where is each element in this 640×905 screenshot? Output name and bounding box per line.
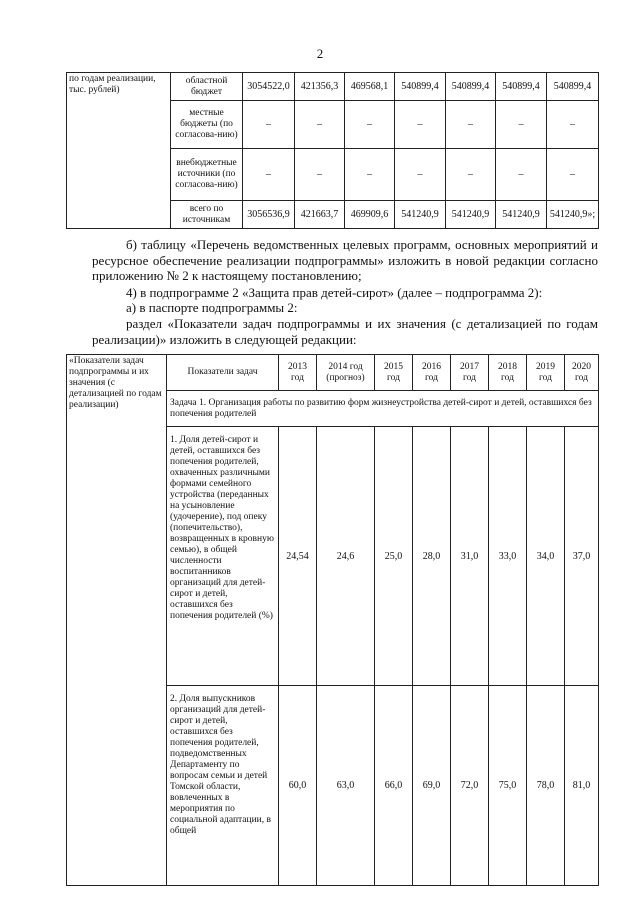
indicator-value: 34,0 bbox=[527, 427, 565, 686]
indicator-value: 25,0 bbox=[375, 427, 413, 686]
year-header: 2020 год bbox=[565, 355, 599, 391]
indicator-value: 31,0 bbox=[451, 427, 489, 686]
indicator-value: 33,0 bbox=[489, 427, 527, 686]
task-1-title: Задача 1. Организация работы по развитию форм жизнеустройства детей-сирот и детей, оставшихся без попечения родителей bbox=[167, 391, 599, 427]
page-number: 2 bbox=[316, 46, 324, 61]
indicator-value: 66,0 bbox=[375, 686, 413, 886]
budget-cell: 540899,4 bbox=[395, 73, 446, 101]
paragraph-b bbox=[92, 237, 598, 284]
budget-cell: 421356,3 bbox=[295, 73, 345, 101]
year-header: 2017 год bbox=[451, 355, 489, 391]
indicator-value: 75,0 bbox=[489, 686, 527, 886]
item-a-text: а) в паспорте подпрограммы 2: bbox=[126, 300, 298, 315]
budget-cell: – bbox=[496, 149, 547, 201]
year-header: 2018 год bbox=[489, 355, 527, 391]
item-4-text: 4) в подпрограмме 2 «Защита прав детей-сирот» (далее – подпрограмма 2): bbox=[126, 285, 543, 300]
budget-cell: – bbox=[496, 101, 547, 149]
budget-cell: 540899,4 bbox=[496, 73, 547, 101]
indicator-value: 37,0 bbox=[565, 427, 599, 686]
budget-cell: – bbox=[243, 101, 295, 149]
budget-cell: – bbox=[295, 101, 345, 149]
budget-cell: 3054522,0 bbox=[243, 73, 295, 101]
indicator-value: 72,0 bbox=[451, 686, 489, 886]
indicator-value: 69,0 bbox=[413, 686, 451, 886]
indicator-name: 1. Доля детей-сирот и детей, оставшихся без попечения родителей, охваченных различными формами семейного устройства (переданных на усыновление (удочерение), под опеку (попечительство), возвращенных в кровную семью), в общей численности воспитанников организаций для детей-сирот и детей, оставшихся без попечения родителей (%) bbox=[167, 427, 279, 686]
indicator-value: 63,0 bbox=[317, 686, 375, 886]
budget-cell: – bbox=[243, 149, 295, 201]
funding-source: областной бюджет bbox=[171, 73, 243, 101]
budget-cell: 541240,9 bbox=[446, 201, 496, 229]
budget-cell: 541240,9»; bbox=[547, 201, 599, 229]
year-header: 2013 год bbox=[279, 355, 317, 391]
funding-source: внебюджетные источники (по согласова-нию) bbox=[171, 149, 243, 201]
indicator-name: 2. Доля выпускников организаций для детей-сирот и детей, оставшихся без попечения родителей, подведомственных Департаменту по вопросам семьи и детей Томской области, вовлеченных в мероприятия по социальной адаптации, в общей bbox=[167, 686, 279, 886]
section-paragraph: раздел «Показатели задач подпрограммы и их значения (с детализацией по годам реализации)» изложить в следующей редакции: bbox=[92, 316, 598, 347]
budget-cell: – bbox=[446, 101, 496, 149]
column-header: Показатели задач bbox=[167, 355, 279, 391]
budget-cell: – bbox=[345, 101, 395, 149]
indicator-value: 24,54 bbox=[279, 427, 317, 686]
year-header: 2016 год bbox=[413, 355, 451, 391]
budget-cell: – bbox=[395, 101, 446, 149]
budget-table bbox=[66, 72, 599, 229]
budget-cell: 421663,7 bbox=[295, 201, 345, 229]
budget-cell: 469909,6 bbox=[345, 201, 395, 229]
budget-cell: 3056536,9 bbox=[243, 201, 295, 229]
budget-row bbox=[67, 73, 599, 101]
funding-source: местные бюджеты (по согласова-нию) bbox=[171, 101, 243, 149]
year-header: 2014 год (прогноз) bbox=[317, 355, 375, 391]
indicator-value: 81,0 bbox=[565, 686, 599, 886]
indicators-table-label: «Показатели задач подпрограммы и их значения (с детализацией по годам реализации) bbox=[67, 355, 167, 886]
budget-cell: – bbox=[547, 101, 599, 149]
indicators-table bbox=[66, 354, 599, 886]
indicator-value: 78,0 bbox=[527, 686, 565, 886]
paragraph-b-text: б) таблицу «Перечень ведомственных целевых программ, основных мероприятий и ресурсное обеспечение реализации подпрограммы» изложить в новой редакции согласно приложению № 2 к настоящему постановлению; bbox=[92, 237, 598, 283]
budget-cell: – bbox=[446, 149, 496, 201]
year-header: 2019 год bbox=[527, 355, 565, 391]
indicator-value: 28,0 bbox=[413, 427, 451, 686]
header-row bbox=[67, 355, 599, 391]
indicator-value: 60,0 bbox=[279, 686, 317, 886]
budget-cell: – bbox=[295, 149, 345, 201]
budget-cell: 540899,4 bbox=[446, 73, 496, 101]
year-header: 2015 год bbox=[375, 355, 413, 391]
budget-cell: 469568,1 bbox=[345, 73, 395, 101]
budget-cell: – bbox=[547, 149, 599, 201]
budget-cell: 541240,9 bbox=[496, 201, 547, 229]
budget-cell: – bbox=[395, 149, 446, 201]
indicator-value: 24,6 bbox=[317, 427, 375, 686]
funding-source: всего по источникам bbox=[171, 201, 243, 229]
budget-cell: 540899,4 bbox=[547, 73, 599, 101]
budget-table-label: по годам реализации, тыс. рублей) bbox=[67, 73, 171, 229]
budget-cell: – bbox=[345, 149, 395, 201]
budget-cell: 541240,9 bbox=[395, 201, 446, 229]
